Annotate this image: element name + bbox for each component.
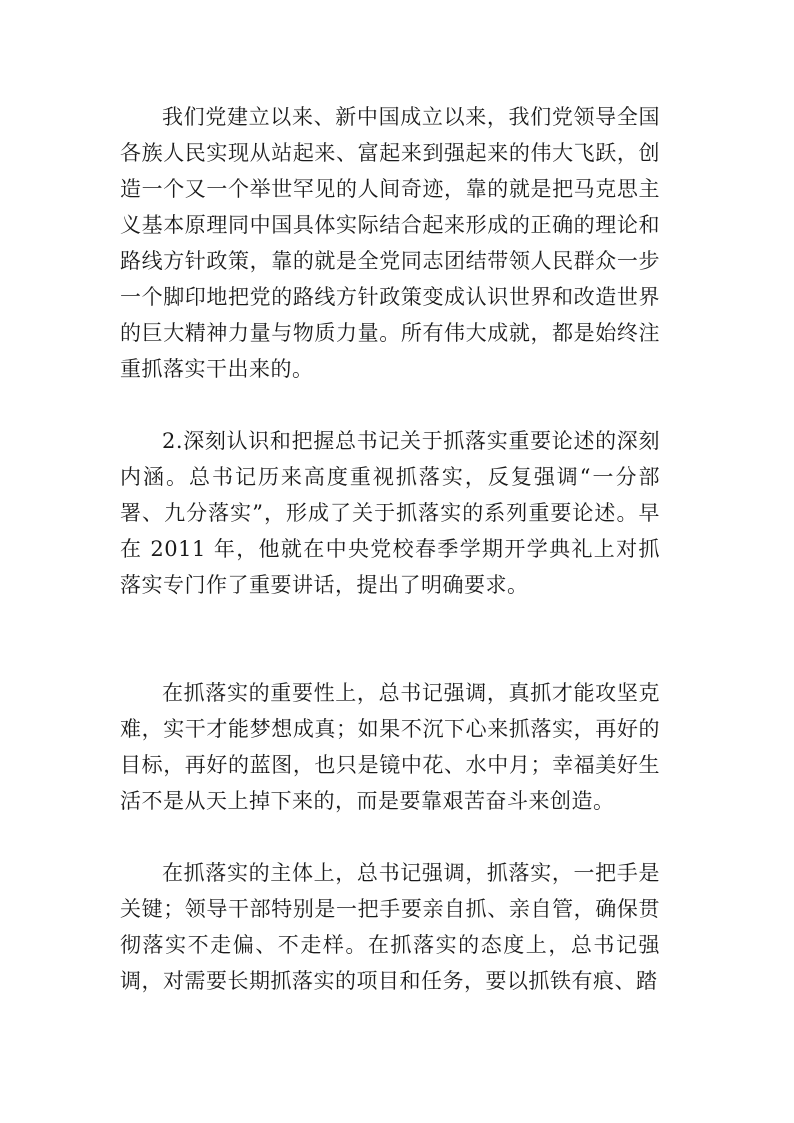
body-paragraph: 在抓落实的重要性上，总书记强调，真抓才能攻坚克难，实干才能梦想成真；如果不沉下心来抓落实，再好的目标，再好的蓝图，也只是镜中花、水中月；幸福美好生活不是从天上掉下来的，而是要靠艰苦奋斗来创造。 (120, 681, 660, 813)
body-paragraph: 我们党建立以来、新中国成立以来，我们党领导全国各族人民实现从站起来、富起来到强起来的伟大飞跃，创造一个又一个举世罕见的人间奇迹，靠的就是把马克思主义基本原理同中国具体实际结合起来形成的正确的理论和路线方针政策，靠的就是全党同志团结带领人民群众一步一个脚印地把党的路线方针政策变成认识世界和改造世界的巨大精神力量与物质力量。所有伟大成就，都是始终注重抓落实干出来的。 (120, 105, 660, 381)
body-paragraph: 在抓落实的主体上，总书记强调，抓落实，一把手是关键；领导干部特别是一把手要亲自抓、亲自管，确保贯彻落实不走偏、不走样。在抓落实的态度上，总书记强调，对需要长期抓落实的项目和任务，要以抓铁有痕、踏 (120, 861, 660, 993)
body-paragraph: 2.深刻认识和把握总书记关于抓落实重要论述的深刻内涵。总书记历来高度重视抓落实，反复强调“一分部署、九分落实”，形成了关于抓落实的系列重要论述。早在 2011 年，他就在中央党校春季学期开学典礼上对抓落实专门作了重要讲话，提出了明确要求。 (120, 429, 660, 597)
